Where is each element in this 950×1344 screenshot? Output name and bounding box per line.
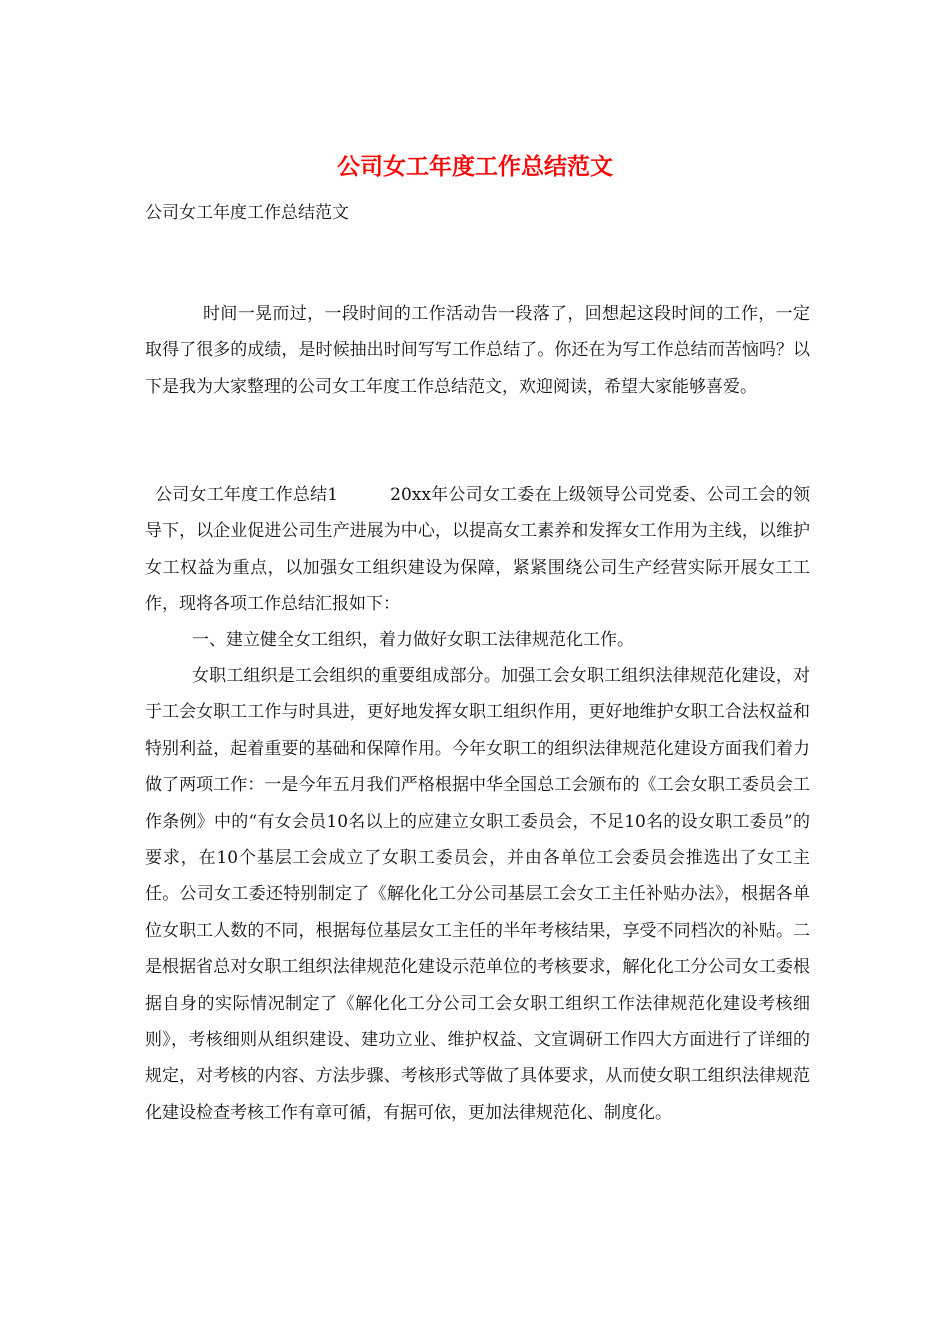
- document-title: 公司女工年度工作总结范文: [337, 153, 613, 180]
- summary-text: 20xx年公司女工委在上级领导公司党委、公司工会的领导下，以企业促进公司生产进展为中心，以提高女工素养和发挥女工作用为主线，以维护女工权益为重点，以加强女工组织建设为保障，紧紧围绕公司生产经营实际开展女工工作，现将各项工作总结汇报如下：: [145, 485, 810, 615]
- section-paragraph: 女职工组织是工会组织的重要组成部分。加强工会女职工组织法律规范化建设，对于工会女职工工作与时具进，更好地发挥女职工组织作用，更好地维护女职工合法权益和特别利益，起着重要的基础和保障作用。今年女职工的组织法律规范化建设方面我们着力做了两项工作：一是今年五月我们严格根据中华全国总工会颁布的《工会女职工委员会工作条例》中的“有女会员10名以上的应建立女职工委员会，不足10名的设女职工委员”的要求，在10个基层工会成立了女职工委员会，并由各单位工会委员会推选出了女工主任。公司女工委还特别制定了《解化化工分公司基层工会女工主任补贴办法》，根据各单位女职工人数的不同，根据每位基层女工主任的半年考核结果，享受不同档次的补贴。二是根据省总对女职工组织法律规范化建设示范单位的考核要求，解化化工分公司女工委根据自身的实际情况制定了《解化化工分公司工会女职工组织工作法律规范化建设考核细则》，考核细则从组织建设、建功立业、维护权益、文宣调研工作四大方面进行了详细的规定，对考核的内容、方法步骤、考核形式等做了具体要求，从而使女职工组织法律规范化建设检查考核工作有章可循，有据可依，更加法律规范化、制度化。: [145, 666, 810, 1123]
- summary-label: 公司女工年度工作总结1: [155, 485, 339, 505]
- document-subtitle: 公司女工年度工作总结范文: [145, 203, 349, 223]
- section-heading: 一、建立健全女工组织，着力做好女职工法律规范化工作。: [192, 630, 634, 650]
- intro-paragraph: 时间一晃而过，一段时间的工作活动告一段落了，回想起这段时间的工作，一定取得了很多的成绩，是时候抽出时间写写工作总结了。你还在为写工作总结而苦恼吗？以下是我为大家整理的公司女工年度工作总结范文，欢迎阅读，希望大家能够喜爱。: [145, 304, 810, 397]
- summary-paragraph: [145, 477, 810, 623]
